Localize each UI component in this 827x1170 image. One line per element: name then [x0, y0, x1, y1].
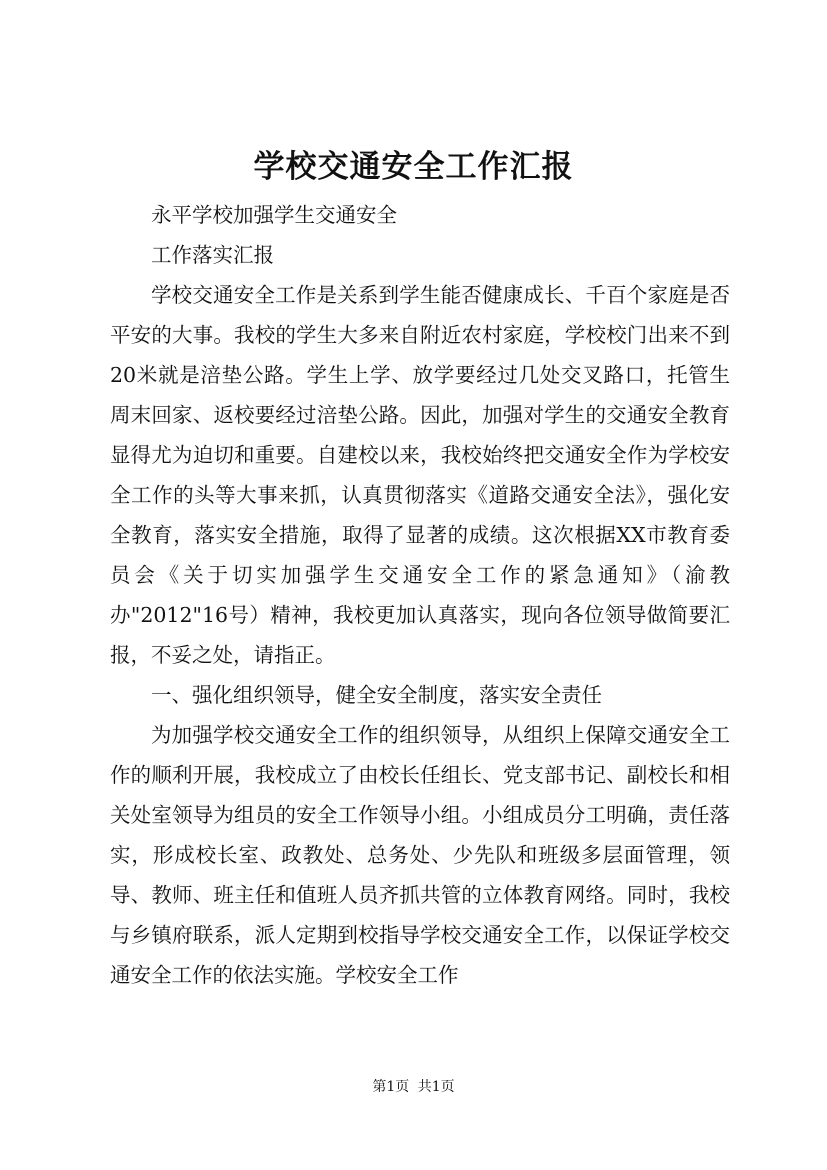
page-total: 共1页 [417, 1079, 455, 1095]
subtitle-line-1: 永平学校加强学生交通安全 [151, 203, 397, 227]
subtitle-line-2: 工作落实汇报 [151, 243, 274, 267]
page-footer [0, 1077, 827, 1097]
section-heading-1: 一、强化组织领导，健全安全制度，落实安全责任 [151, 683, 602, 707]
page-number: 第1页 [372, 1079, 410, 1095]
paragraph-organization: 为加强学校交通安全工作的组织领导，从组织上保障交通安全工作的顺利开展，我校成立了由校长任组长、党支部书记、副校长和相关处室领导为组员的安全工作领导小组。小组成员分工明确，责任落实，形成校长室、政教处、总务处、少先队和班级多层面管理，领导、教师、班主任和值班人员齐抓共管的立体教育网络。同时，我校与乡镇府联系，派人定期到校指导学校交通安全工作，以保证学校交通安全工作的依法实施。学校安全工作 [110, 723, 730, 987]
document-title: 学校交通安全工作汇报 [253, 149, 574, 185]
paragraph-intro: 学校交通安全工作是关系到学生能否健康成长、千百个家庭是否平安的大事。我校的学生大多来自附近农村家庭，学校校门出来不到20米就是涪垫公路。学生上学、放学要经过几处交叉路口，托管生周末回家、返校要经过涪垫公路。因此，加强对学生的交通安全教育显得尤为迫切和重要。自建校以来，我校始终把交通安全作为学校安全工作的头等大事来抓，认真贯彻落实《道路交通安全法》，强化安全教育，落实安全措施，取得了显著的成绩。这次根据XX市教育委员会《关于切实加强学生交通安全工作的紧急通知》（渝教办"2012"16号）精神，我校更加认真落实，现向各位领导做简要汇报，不妥之处，请指正。 [110, 283, 730, 667]
document-body [110, 195, 730, 995]
